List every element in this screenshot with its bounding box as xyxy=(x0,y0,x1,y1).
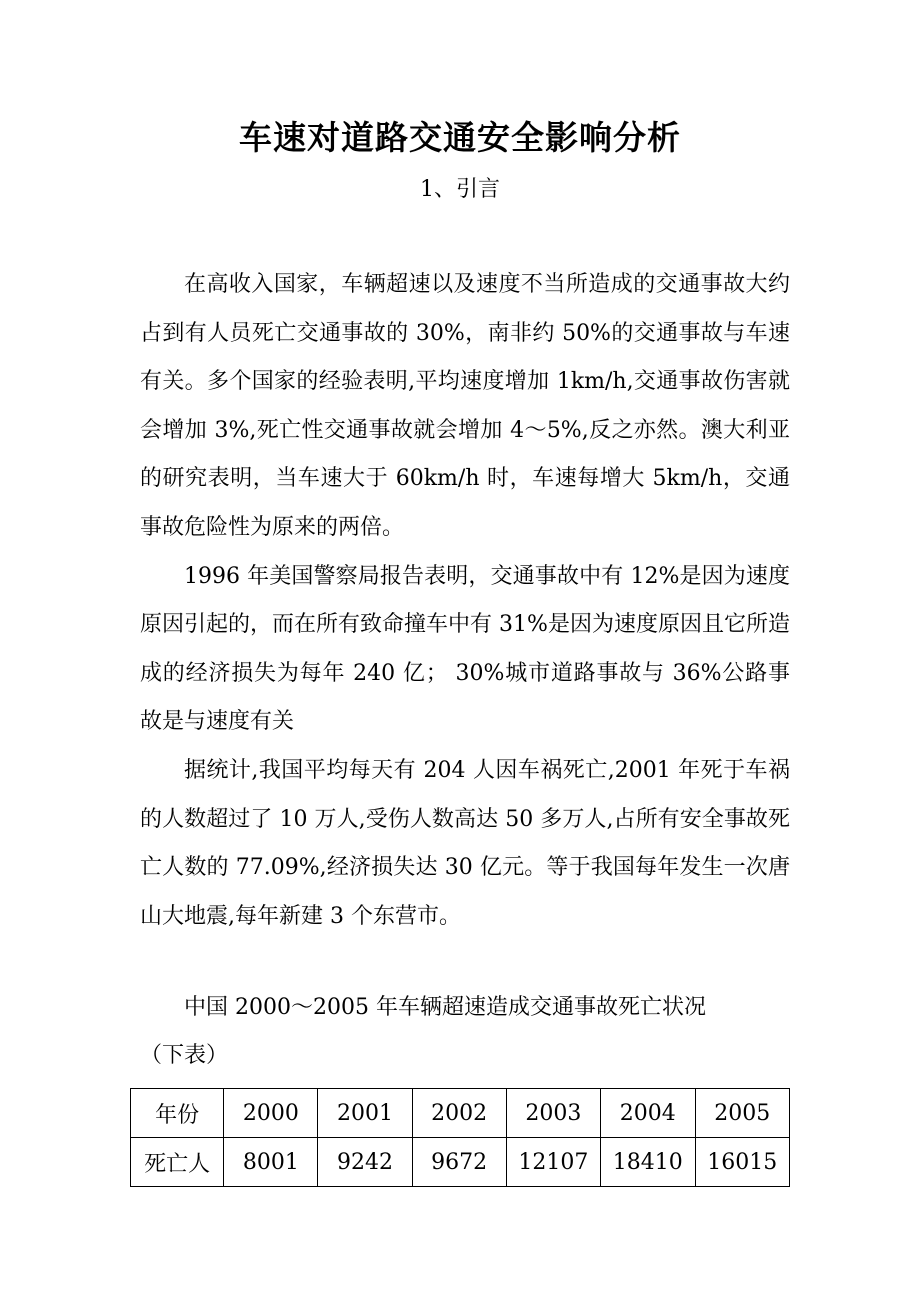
table-caption xyxy=(140,984,790,1080)
table-cell: 18410 xyxy=(601,1138,695,1187)
table-header-cell: 2004 xyxy=(601,1089,695,1138)
paragraph-2: 1996 年美国警察局报告表明，交通事故中有 12%是因为速度原因引起的，而在所有致命撞车中有 31%是因为速度原因且它所造成的经济损失为每年 240 亿； 30%城市道路事故与 36%公路事故是与速度有关 xyxy=(140,563,790,735)
table-caption-line-2: （下表） xyxy=(140,1043,229,1068)
table-header-cell: 2003 xyxy=(506,1089,600,1138)
table-cell: 12107 xyxy=(506,1138,600,1187)
table-header-cell: 2005 xyxy=(695,1089,789,1138)
table-cell: 死亡人 xyxy=(131,1138,224,1187)
document-title: 车速对道路交通安全影响分析 xyxy=(239,118,681,157)
table-cell: 8001 xyxy=(224,1138,318,1187)
table-header-cell: 2001 xyxy=(318,1089,412,1138)
table-header-cell: 2000 xyxy=(224,1089,318,1138)
table-header-row xyxy=(131,1089,790,1138)
table-caption-line-1: 中国 2000～2005 年车辆超速造成交通事故死亡状况 xyxy=(184,995,706,1020)
table-cell: 16015 xyxy=(695,1138,789,1187)
fatality-table xyxy=(130,1088,790,1187)
table-header-cell: 年份 xyxy=(131,1089,224,1138)
paragraph-3: 据统计,我国平均每天有 204 人因车祸死亡,2001 年死于车祸的人数超过了 10 万人,受伤人数高达 50 多万人,占所有安全事故死亡人数的 77.09%,经济损失达 30 亿元。等于我国每年发生一次唐山大地震,每年新建 3 个东营市。 xyxy=(140,757,790,929)
table-cell: 9672 xyxy=(412,1138,506,1187)
table-header-cell: 2002 xyxy=(412,1089,506,1138)
table-cell: 9242 xyxy=(318,1138,412,1187)
table-row xyxy=(131,1138,790,1187)
paragraph-1: 在高收入国家，车辆超速以及速度不当所造成的交通事故大约占到有人员死亡交通事故的 30%，南非约 50%的交通事故与车速有关。多个国家的经验表明,平均速度增加 1km/h,交通事故伤害就会增加 3%,死亡性交通事故就会增加 4～5%,反之亦然。澳大利亚的研究表明，当车速大于 60km/h 时，车速每增大 5km/h，交通事故危险性为原来的两倍。 xyxy=(140,272,790,540)
section-heading: 1、引言 xyxy=(420,177,500,202)
body-text xyxy=(140,261,790,941)
